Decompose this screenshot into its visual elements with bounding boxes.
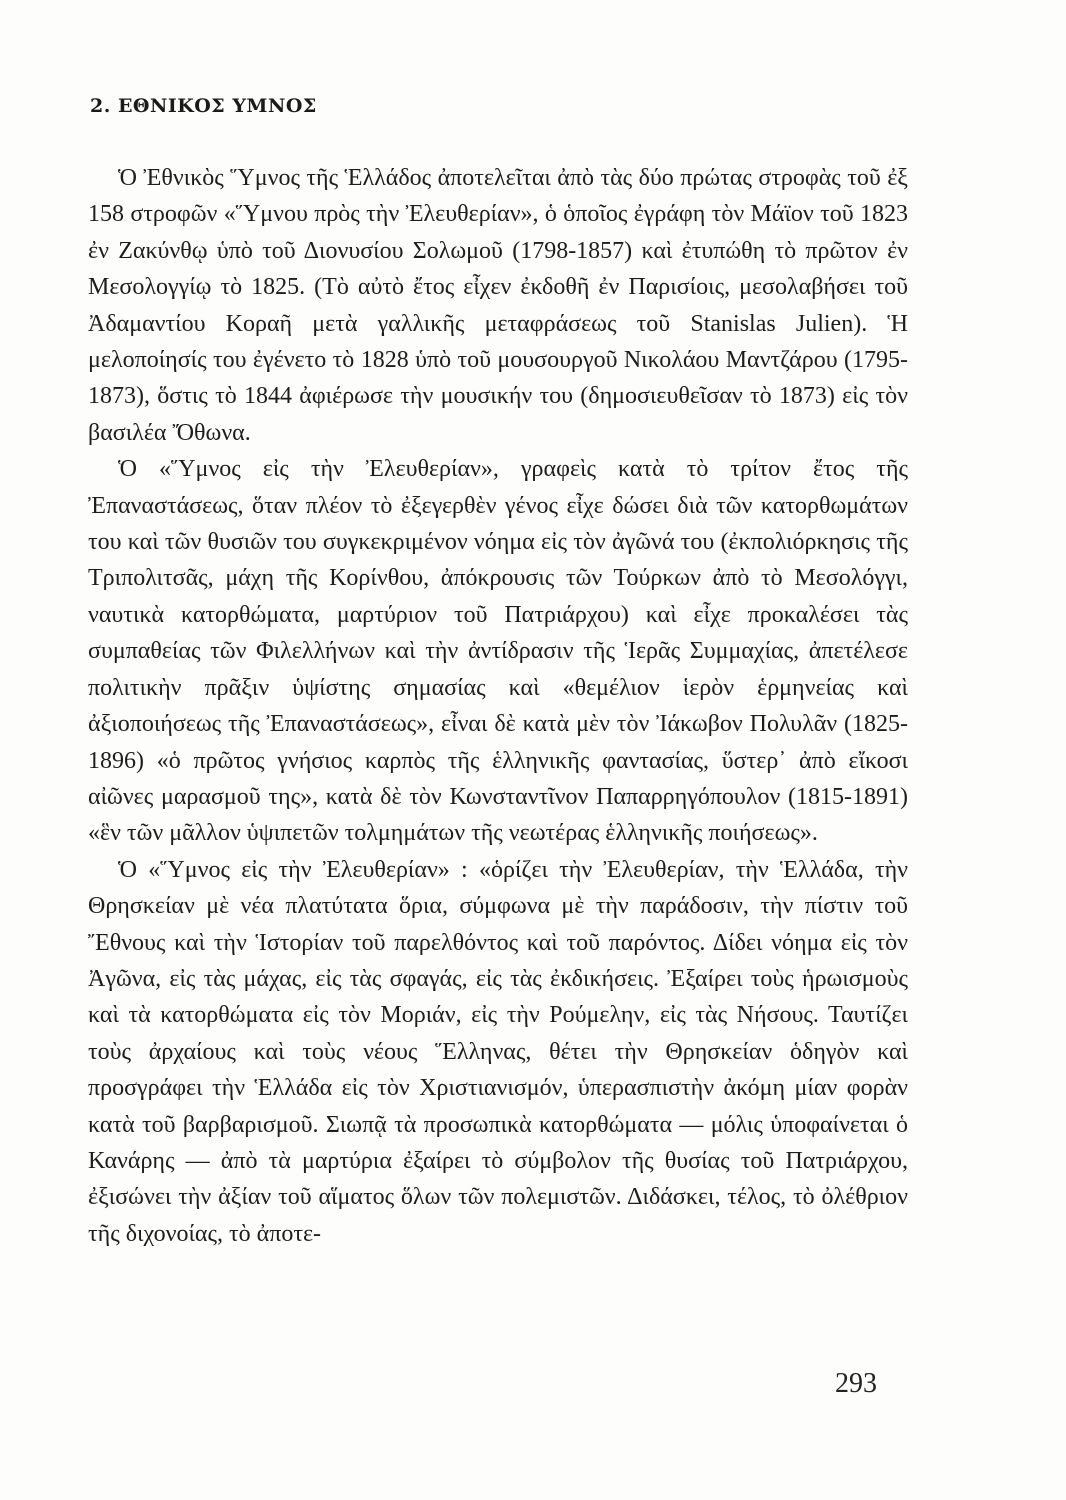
page-number: 293: [835, 1368, 877, 1399]
paragraph-1: Ὁ Ἐθνικὸς Ὕμνος τῆς Ἑλλάδος ἀποτελεῖται ἀπὸ τὰς δύο πρώτας στροφὰς τοῦ ἐξ 158 στροφῶν «Ὕμνου πρὸς τὴν Ἐλευθερίαν», ὁ ὁποῖος ἐγράφη τὸν Μάϊον τοῦ 1823 ἐν Ζακύνθῳ ὑπὸ τοῦ Διονυσίου Σολωμοῦ (1798-1857) καὶ ἐτυπώθη τὸ πρῶτον ἐν Μεσολογγίῳ τὸ 1825. (Τὸ αὐτὸ ἔτος εἶχεν ἐκδοθῆ ἐν Παρισίοις, μεσολαβήσει τοῦ Ἀδαμαντίου Κοραῆ μετὰ γαλλικῆς μεταφράσεως τοῦ Stanislas Julien). Ἡ μελοποίησίς του ἐγένετο τὸ 1828 ὑπὸ τοῦ μουσουργοῦ Νικολάου Μαντζάρου (1795-1873), ὅστις τὸ 1844 ἀφιέρωσε τὴν μουσικήν του (δημοσιευθεῖσαν τὸ 1873) εἰς τὸν βασιλέα Ὄθωνα.: [88, 165, 908, 446]
section-heading: 2. ΕΘΝΙΚΟΣ ΥΜΝΟΣ: [90, 95, 317, 117]
paragraph-3: Ὁ «Ὕμνος εἰς τὴν Ἐλευθερίαν» : «ὁρίζει τὴν Ἐλευθερίαν, τὴν Ἑλλάδα, τὴν Θρησκείαν μὲ νέα πλατύτατα ὅρια, σύμφωνα μὲ τὴν παράδοσιν, τὴν πίστιν τοῦ Ἔθνους καὶ τὴν Ἱστορίαν τοῦ παρελθόντος καὶ τοῦ παρόντος. Δίδει νόημα εἰς τὸν Ἀγῶνα, εἰς τὰς μάχας, εἰς τὰς σφαγάς, εἰς τὰς ἐκδικήσεις. Ἐξαίρει τοὺς ἡρωισμοὺς καὶ τὰ κατορθώματα εἰς τὸν Μοριάν, εἰς τὴν Ρούμελην, εἰς τὰς Νήσους. Ταυτίζει τοὺς ἀρχαίους καὶ τοὺς νέους Ἕλληνας, θέτει τὴν Θρησκείαν ὁδηγὸν καὶ προσγράφει τὴν Ἑλλάδα εἰς τὸν Χριστιανισμόν, ὑπερασπιστὴν ἀκόμη μίαν φορὰν κατὰ τοῦ βαρβαρισμοῦ. Σιωπᾷ τὰ προσωπικὰ κατορθώματα — μόλις ὑποφαίνεται ὁ Κανάρης — ἀπὸ τὰ μαρτύρια ἐξαίρει τὸ σύμβολον τῆς θυσίας τοῦ Πατριάρχου, ἐξισώνει τὴν ἀξίαν τοῦ αἵματος ὅλων τῶν πολεμιστῶν. Διδάσκει, τέλος, τὸ ὀλέθριον τῆς διχονοίας, τὸ ἀποτε-: [88, 856, 908, 1247]
body-text: [88, 160, 908, 1252]
paragraph-2: Ὁ «Ὕμνος εἰς τὴν Ἐλευθερίαν», γραφεὶς κατὰ τὸ τρίτον ἔτος τῆς Ἐπαναστάσεως, ὅταν πλέον τὸ ἐξεγερθὲν γένος εἶχε δώσει διὰ τῶν κατορθωμάτων του καὶ τῶν θυσιῶν του συγκεκριμένον νόημα εἰς τὸν ἀγῶνά του (ἐκπολιόρκησις τῆς Τριπολιτσᾶς, μάχη τῆς Κορίνθου, ἀπόκρουσις τῶν Τούρκων ἀπὸ τὸ Μεσολόγγι, ναυτικὰ κατορθώματα, μαρτύριον τοῦ Πατριάρχου) καὶ εἶχε προκαλέσει τὰς συμπαθείας τῶν Φιλελλήνων καὶ τὴν ἀντίδρασιν τῆς Ἱερᾶς Συμμαχίας, ἀπετέλεσε πολιτικὴν πρᾶξιν ὑψίστης σημασίας καὶ «θεμέλιον ἱερὸν ἑρμηνείας καὶ ἀξιοποιήσεως τῆς Ἐπαναστάσεως», εἶναι δὲ κατὰ μὲν τὸν Ἰάκωβον Πολυλᾶν (1825-1896) «ὁ πρῶτος γνήσιος καρπὸς τῆς ἑλληνικῆς φαντασίας, ὕστερ᾽ ἀπὸ εἴκοσι αἰῶνες μαρασμοῦ της», κατὰ δὲ τὸν Κωνσταντῖνον Παπαρρηγόπουλον (1815-1891) «ἓν τῶν μᾶλλον ὑψιπετῶν τολμημάτων τῆς νεωτέρας ἑλληνικῆς ποιήσεως».: [88, 456, 908, 847]
